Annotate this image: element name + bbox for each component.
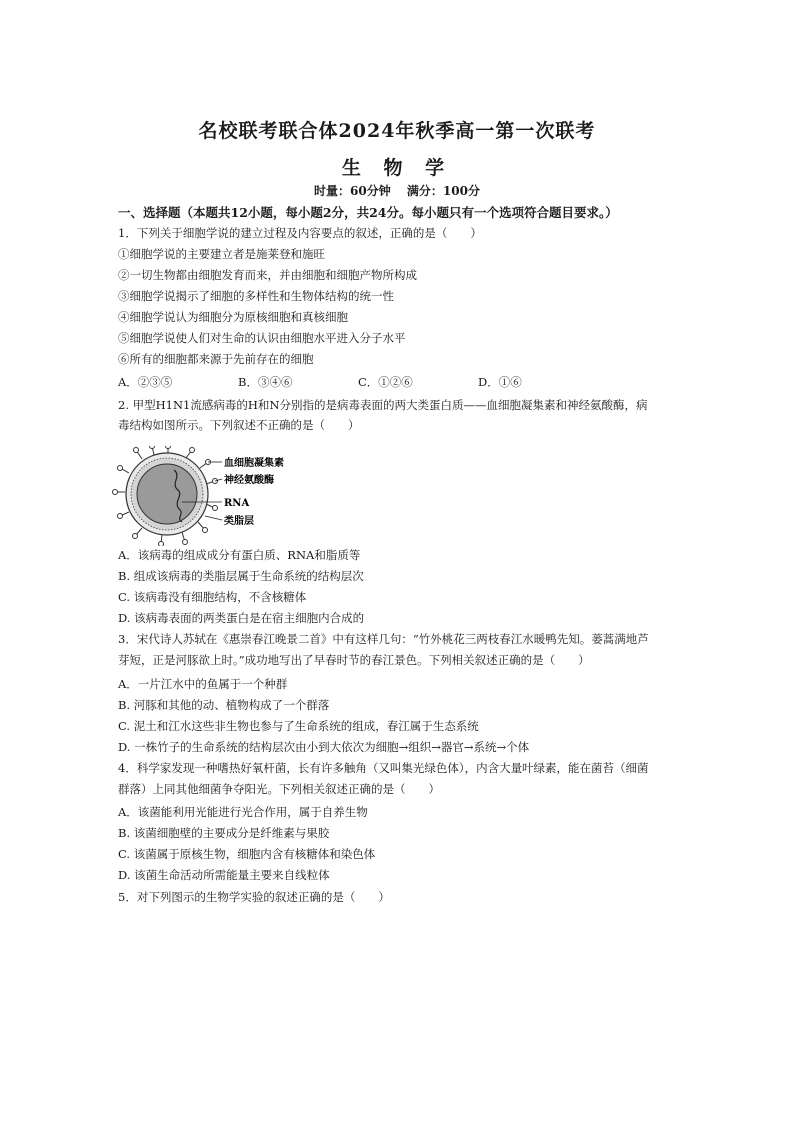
q3-stem-line1: 3．宋代诗人苏轼在《惠崇春江晚景二首》中有这样几句：“竹外桃花三两枝春江水暖鸭先知。蒌蒿满地芦	[118, 632, 649, 646]
q2-option-a: A．该病毒的组成成分有蛋白质、RNA和脂质等	[118, 548, 361, 562]
q2-option-b: B. 组成该病毒的类脂层属于生命系统的结构层次	[118, 569, 364, 583]
q1-item: ⑤细胞学说使人们对生命的认识由细胞水平进入分子水平	[118, 331, 406, 345]
label-lipid-layer: 类脂层	[224, 516, 254, 527]
q3-option-d: D. 一株竹子的生命系统的结构层次由小到大依次为细胞→组织→器官→系统→个体	[118, 740, 530, 754]
exam-title: 名校联考联合体2024年秋季高一第一次联考	[198, 120, 596, 142]
section-heading: 一、选择题（本题共12小题，每小题2分，共24分。每小题只有一个选项符合题目要求。）	[118, 205, 618, 220]
q2-stem-line2: 毒结构如图所示。下列叙述不正确的是（ ）	[118, 418, 360, 432]
q4-option-a: A．该菌能利用光能进行光合作用，属于自养生物	[118, 805, 368, 819]
q1-item: ④细胞学说认为细胞分为原核细胞和真核细胞	[118, 310, 348, 324]
q4-option-d: D. 该菌生命活动所需能量主要来自线粒体	[118, 868, 330, 882]
q1-options	[118, 374, 598, 390]
q1-stem: 1．下列关于细胞学说的建立过程及内容要点的叙述，正确的是（ ）	[118, 226, 482, 240]
q1-option-d: D．①⑥	[478, 375, 522, 389]
q2-stem-line1: 2. 甲型H1N1流感病毒的H和N分别指的是病毒表面的两大类蛋白质——血细胞凝集素和神经氨酸酶，病	[118, 398, 648, 412]
q1-option-c: C．①②⑥	[358, 375, 413, 389]
q1-item: ②一切生物都由细胞发育而来，并由细胞和细胞产物所构成	[118, 268, 417, 282]
q4-option-c: C. 该菌属于原核生物，细胞内含有核糖体和染色体	[118, 847, 376, 861]
virus-structure-figure	[112, 446, 312, 546]
q1-item: ⑥所有的细胞都来源于先前存在的细胞	[118, 352, 314, 366]
label-rna: RNA	[224, 498, 250, 509]
virus-core	[137, 464, 197, 524]
q3-option-c: C. 泥土和江水这些非生物也参与了生命系统的组成，春江属于生态系统	[118, 719, 479, 733]
q2-option-d: D. 该病毒表面的两类蛋白是在宿主细胞内合成的	[118, 611, 365, 625]
q2-option-c: C. 该病毒没有细胞结构，不含核糖体	[118, 590, 307, 604]
virus-diagram	[112, 446, 312, 546]
exam-time: 时量：60分钟	[314, 184, 391, 198]
q3-stem-line2: 芽短，正是河豚欲上时。”成功地写出了早春时节的春江景色。下列相关叙述正确的是（ ）	[118, 653, 590, 667]
subject-title: 生 物 学	[341, 157, 453, 179]
label-hemagglutinin: 血细胞凝集素	[224, 458, 284, 469]
exam-meta	[0, 182, 794, 199]
q4-stem-line2: 群落）上同其他细菌争夺阳光。下列相关叙述正确的是（ ）	[118, 782, 440, 796]
q1-item: ③细胞学说揭示了细胞的多样性和生物体结构的统一性	[118, 289, 394, 303]
q3-option-a: A．一片江水中的鱼属于一个种群	[118, 677, 288, 691]
q4-option-b: B. 该菌细胞壁的主要成分是纤维素与果胶	[118, 826, 330, 840]
q4-stem-line1: 4．科学家发现一种嗜热好氧杆菌，长有许多触角（又叫集光绿色体），内含大量叶绿素，能在菌苔（细菌	[118, 761, 649, 775]
label-neuraminidase: 神经氨酸酶	[224, 475, 274, 486]
q3-option-b: B. 河豚和其他的动、植物构成了一个群落	[118, 698, 330, 712]
q1-option-a: A．②③⑤	[118, 375, 173, 389]
exam-score: 满分：100分	[406, 184, 480, 198]
q1-option-b: B．③④⑥	[238, 375, 293, 389]
q1-item: ①细胞学说的主要建立者是施莱登和施旺	[118, 247, 325, 261]
q5-stem: 5．对下列图示的生物学实验的叙述正确的是（ ）	[118, 890, 390, 904]
